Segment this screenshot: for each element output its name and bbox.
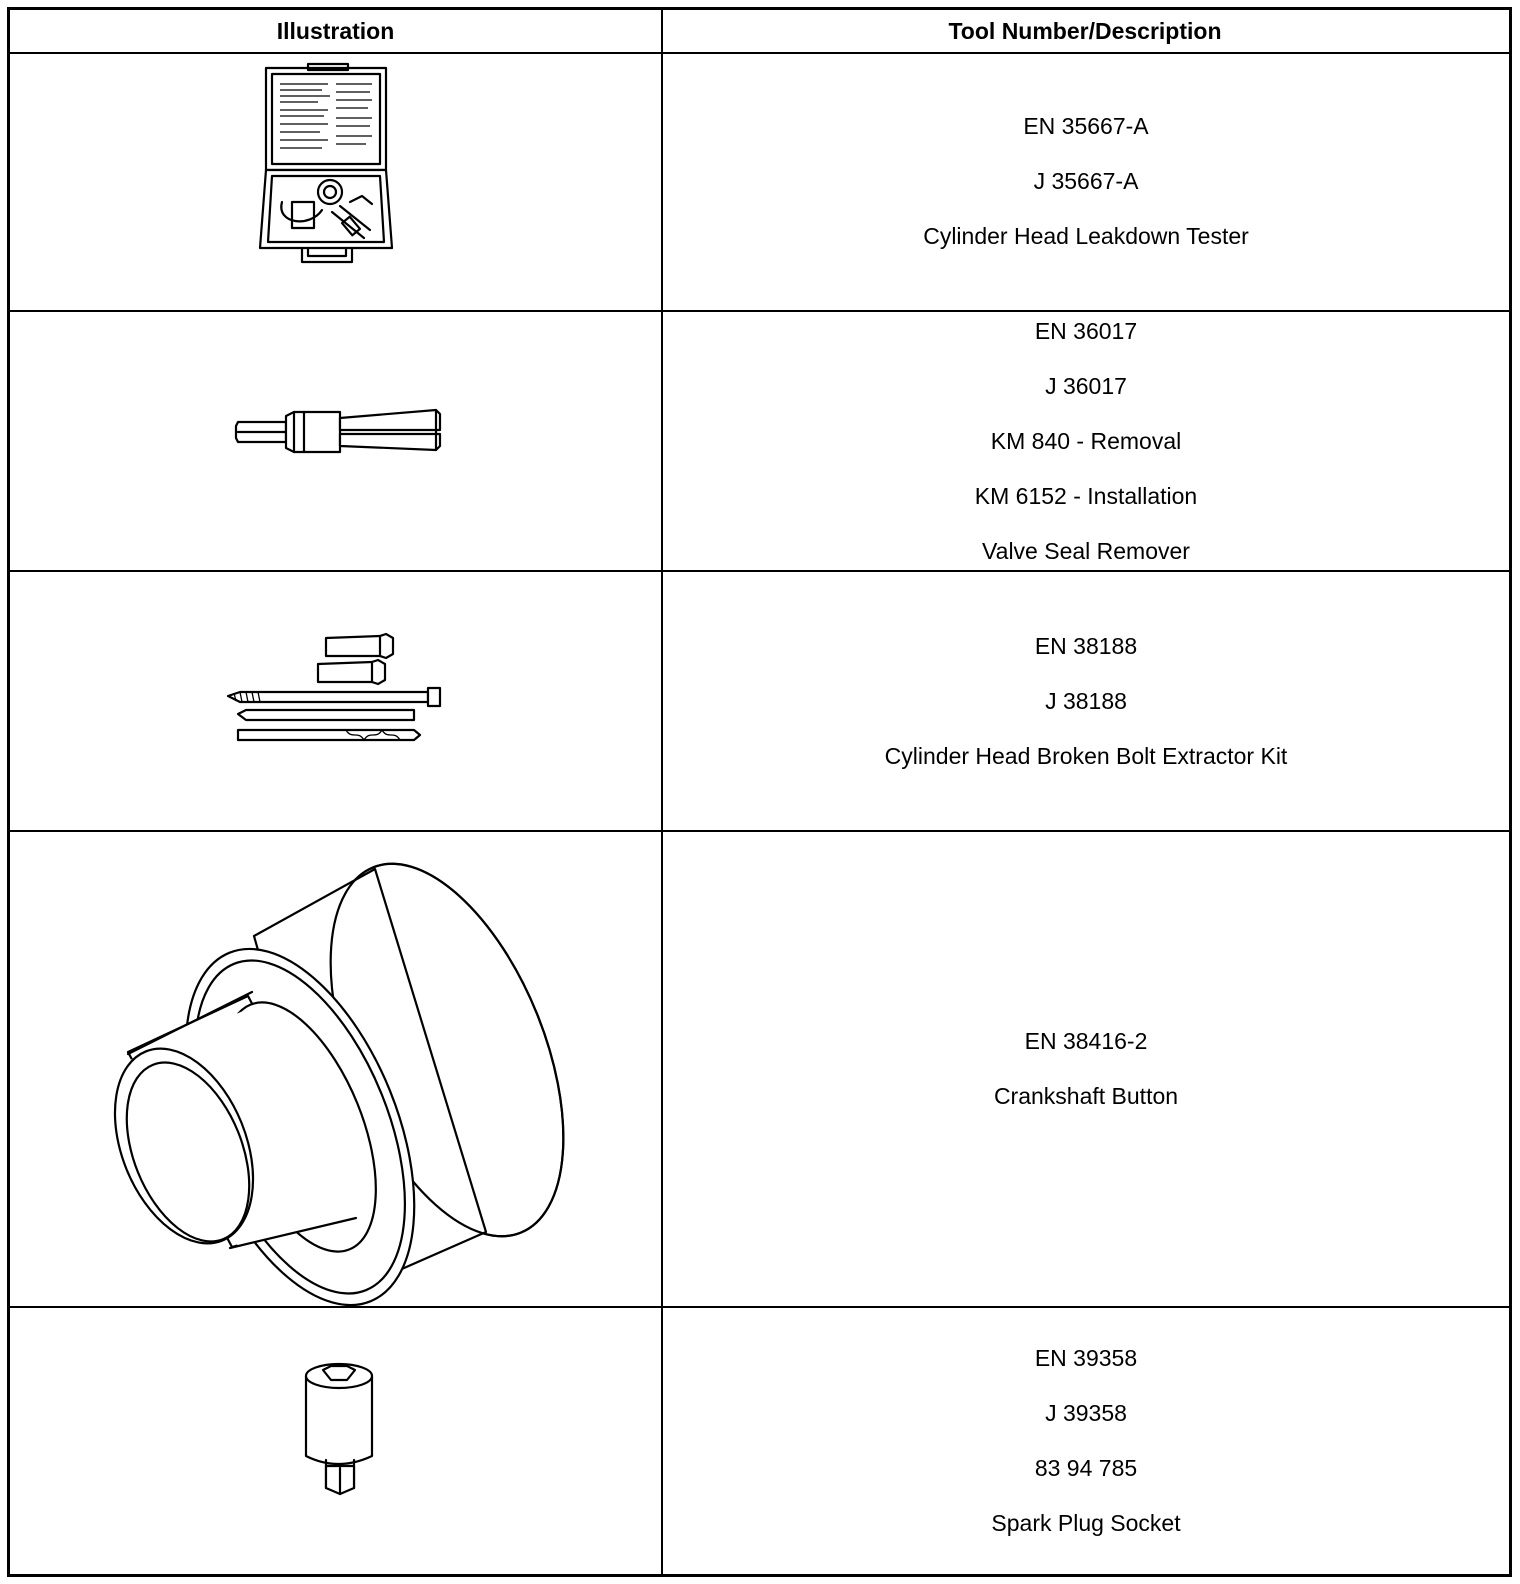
spark-plug-socket-icon <box>10 1308 661 1574</box>
tool-description-cell <box>663 312 1509 570</box>
tool-number-km-removal: KM 840 - Removal <box>990 427 1182 454</box>
bolt-extractor-kit-icon <box>10 572 661 830</box>
tool-name: Spark Plug Socket <box>991 1510 1181 1536</box>
illustration-cell <box>10 832 661 1306</box>
table-row <box>10 312 1509 572</box>
tool-name: Cylinder Head Leakdown Tester <box>923 222 1249 249</box>
tool-number-j: J 35667-A <box>1033 167 1139 194</box>
illustration-cell <box>10 312 661 570</box>
tool-name: Valve Seal Remover <box>982 537 1190 564</box>
column-header-illustration: Illustration <box>276 17 395 44</box>
column-header-tool-description: Tool Number/Description <box>948 17 1222 44</box>
tool-number-en: EN 38188 <box>1034 632 1138 659</box>
illustration-cell <box>10 1308 661 1574</box>
leakdown-tester-case-icon <box>10 52 661 310</box>
tool-number-en: EN 38416-2 <box>1024 1028 1148 1054</box>
tool-number-j: J 36017 <box>1045 372 1127 399</box>
tool-description-cell <box>663 52 1509 310</box>
tool-name: Cylinder Head Broken Bolt Extractor Kit <box>884 742 1288 769</box>
tool-description-cell <box>663 572 1509 830</box>
tool-description-cell <box>663 832 1509 1306</box>
illustration-cell <box>10 572 661 830</box>
table-row <box>10 52 1509 312</box>
tool-number-en: EN 39358 <box>1034 1345 1138 1371</box>
valve-seal-remover-icon <box>10 312 661 570</box>
tool-description-cell <box>663 1308 1509 1574</box>
crankshaft-button-icon <box>10 832 661 1306</box>
illustration-cell <box>10 52 661 310</box>
tool-number-en: EN 35667-A <box>1023 112 1149 139</box>
table-header <box>10 10 1509 54</box>
tool-part-number: 83 94 785 <box>1034 1455 1138 1481</box>
table-row <box>10 1308 1509 1574</box>
tool-number-j: J 39358 <box>1045 1400 1127 1426</box>
tool-name: Crankshaft Button <box>993 1083 1179 1109</box>
tool-number-km-installation: KM 6152 - Installation <box>974 482 1198 509</box>
table-row <box>10 832 1509 1308</box>
special-tools-table <box>7 7 1512 1577</box>
table-row <box>10 572 1509 832</box>
tool-number-j: J 38188 <box>1045 687 1127 714</box>
tool-number-en: EN 36017 <box>1034 317 1138 344</box>
